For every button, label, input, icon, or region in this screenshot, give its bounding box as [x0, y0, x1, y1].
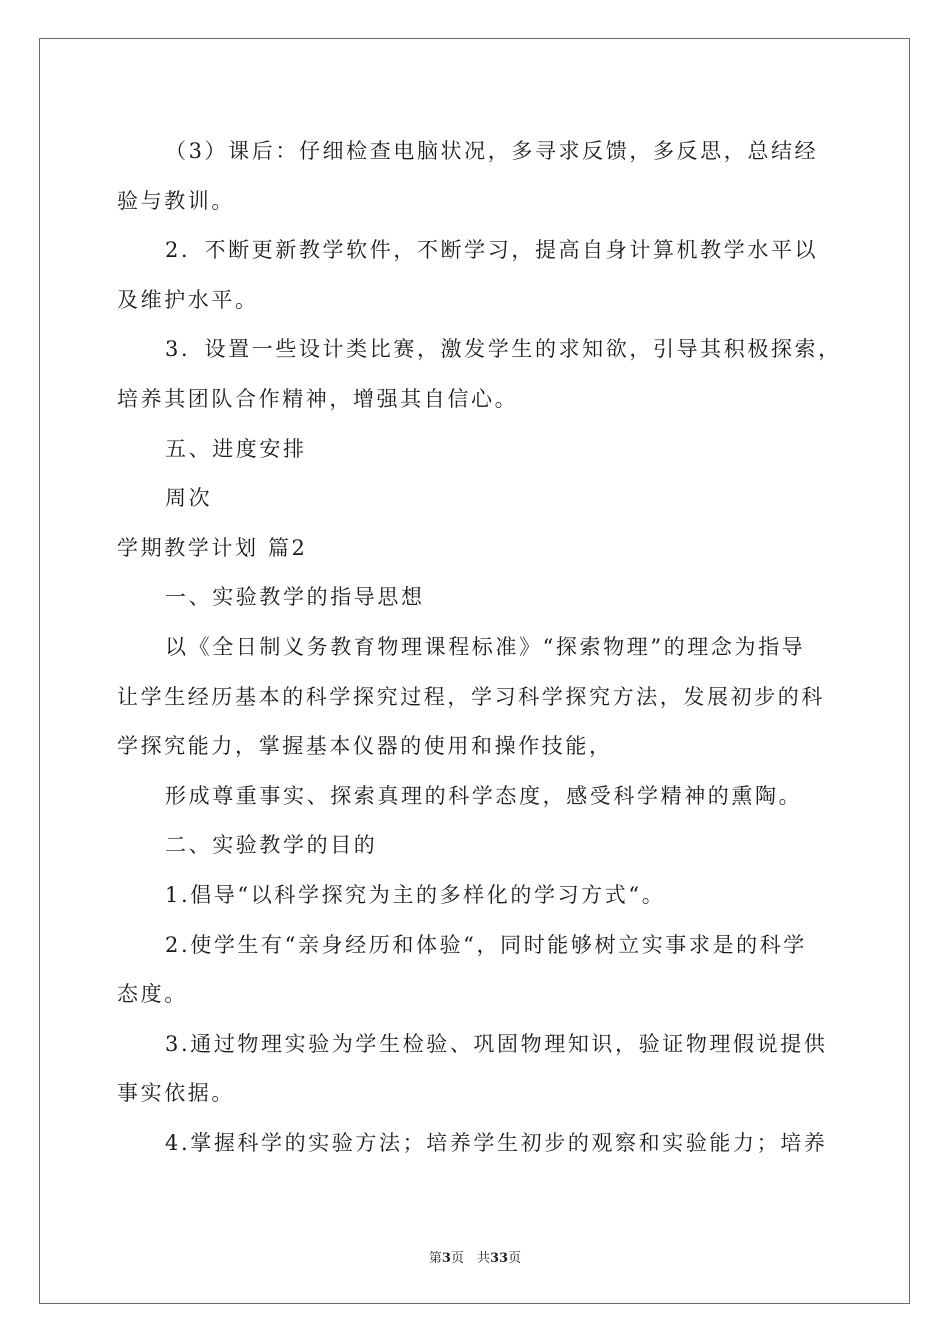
- footer-middle: 页 共: [450, 1251, 490, 1266]
- footer-prefix: 第: [428, 1251, 442, 1266]
- section-heading: 五、进度安排: [165, 436, 307, 461]
- text-line: 4.掌握科学的实验方法；培养学生初步的观察和实验能力；培养: [165, 1130, 828, 1155]
- text-line: 培养其团队合作精神，增强其自信心。: [117, 386, 519, 411]
- section-heading: 一、实验教学的指导思想: [165, 585, 425, 610]
- text-line: 学探究能力，掌握基本仪器的使用和操作技能，: [117, 734, 613, 759]
- document-title: 学期教学计划 篇2: [117, 535, 308, 560]
- text-line: 3．设置一些设计类比赛，激发学生的求知欲，引导其积极探索，: [165, 337, 842, 362]
- footer-suffix: 页: [508, 1251, 522, 1266]
- text-line: 让学生经历基本的科学探究过程，学习科学探究方法，发展初步的科: [117, 684, 825, 709]
- text-line: 以《全日制义务教育物理课程标准》“探索物理”的理念为指导: [165, 634, 806, 659]
- page-number: 3: [441, 1251, 451, 1266]
- text-line: 验与教训。: [117, 188, 235, 213]
- section-heading: 二、实验教学的目的: [165, 833, 378, 858]
- document-body: [117, 127, 842, 1168]
- text-line: （3）课后：仔细检查电脑状况，多寻求反馈，多反思，总结经: [165, 139, 819, 163]
- text-line: 2．不断更新教学软件，不断学习，提高自身计算机教学水平以: [165, 238, 819, 263]
- text-line: 形成尊重事实、探索真理的科学态度，感受科学精神的熏陶。: [165, 783, 803, 808]
- text-line: 及维护水平。: [117, 287, 259, 312]
- text-line: 2.使学生有“亲身经历和体验“，同时能够树立实事求是的科学: [165, 932, 807, 957]
- text-line: 态度。: [117, 982, 188, 1007]
- total-pages: 33: [489, 1251, 509, 1266]
- text-line: 3.通过物理实验为学生检验、巩固物理知识，验证物理假说提供: [165, 1031, 828, 1056]
- text-line: 事实依据。: [117, 1081, 235, 1106]
- text-line: 周次: [165, 486, 213, 511]
- text-line: 1.倡导“以科学探究为主的多样化的学习方式“。: [165, 882, 666, 907]
- page-footer: [0, 1247, 950, 1266]
